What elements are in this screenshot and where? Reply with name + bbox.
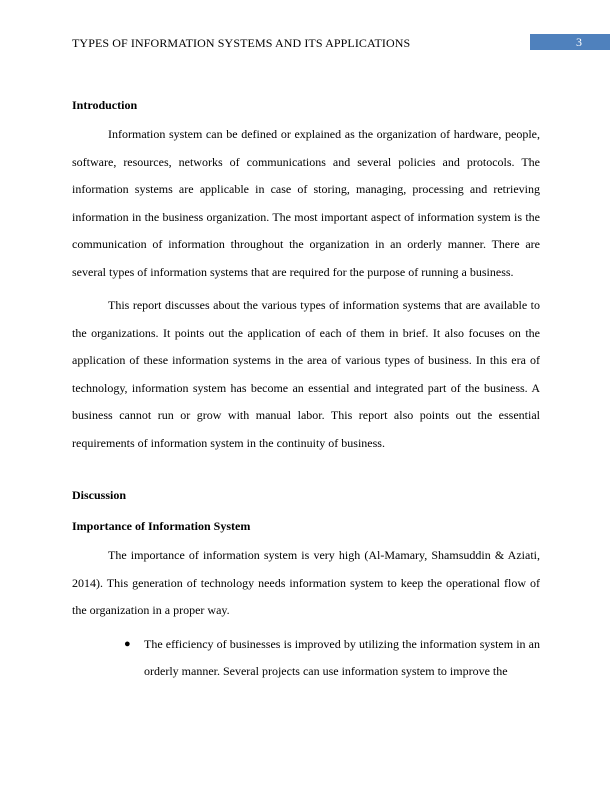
discussion-heading: Discussion <box>72 488 127 502</box>
bullet-icon: ● <box>124 637 131 650</box>
page-number-badge: 3 <box>530 34 610 50</box>
importance-paragraph: The importance of information system is very high (Al-Mamary, Shamsuddin & Aziati, 2014). This generation of technology needs information system to keep the operational flow of the organization in a proper way. <box>72 548 540 617</box>
importance-subheading: Importance of Information System <box>72 519 251 533</box>
introduction-paragraph-1: Information system can be defined or explained as the organization of hardware, people, software, resources, networks of communications and several policies and protocols. The information systems are applicable in case of storing, managing, processing and retrieving information in the business organization. The most important aspect of information system is the communication of information throughout the organization in an orderly manner. There are several types of information systems that are required for the purpose of running a business. <box>72 127 540 279</box>
introduction-paragraph-2: This report discusses about the various types of information systems that are available to the organizations. It points out the application of each of them in brief. It also focuses on the application of these information systems in the area of various types of business. In this era of technology, information system has become an essential and integrated part of the business. A business cannot run or grow with manual labor. This report also points out the essential requirements of information system in the continuity of business. <box>72 298 540 450</box>
document-body <box>72 95 540 686</box>
bullet-text: The efficiency of businesses is improved by utilizing the information system in an orderly manner. Several projects can use information system to improve the <box>144 636 540 678</box>
list-item <box>124 631 540 686</box>
importance-bullet-list <box>72 631 540 686</box>
running-header-title: TYPES OF INFORMATION SYSTEMS AND ITS APPLICATIONS <box>72 36 411 50</box>
introduction-heading: Introduction <box>72 98 138 112</box>
